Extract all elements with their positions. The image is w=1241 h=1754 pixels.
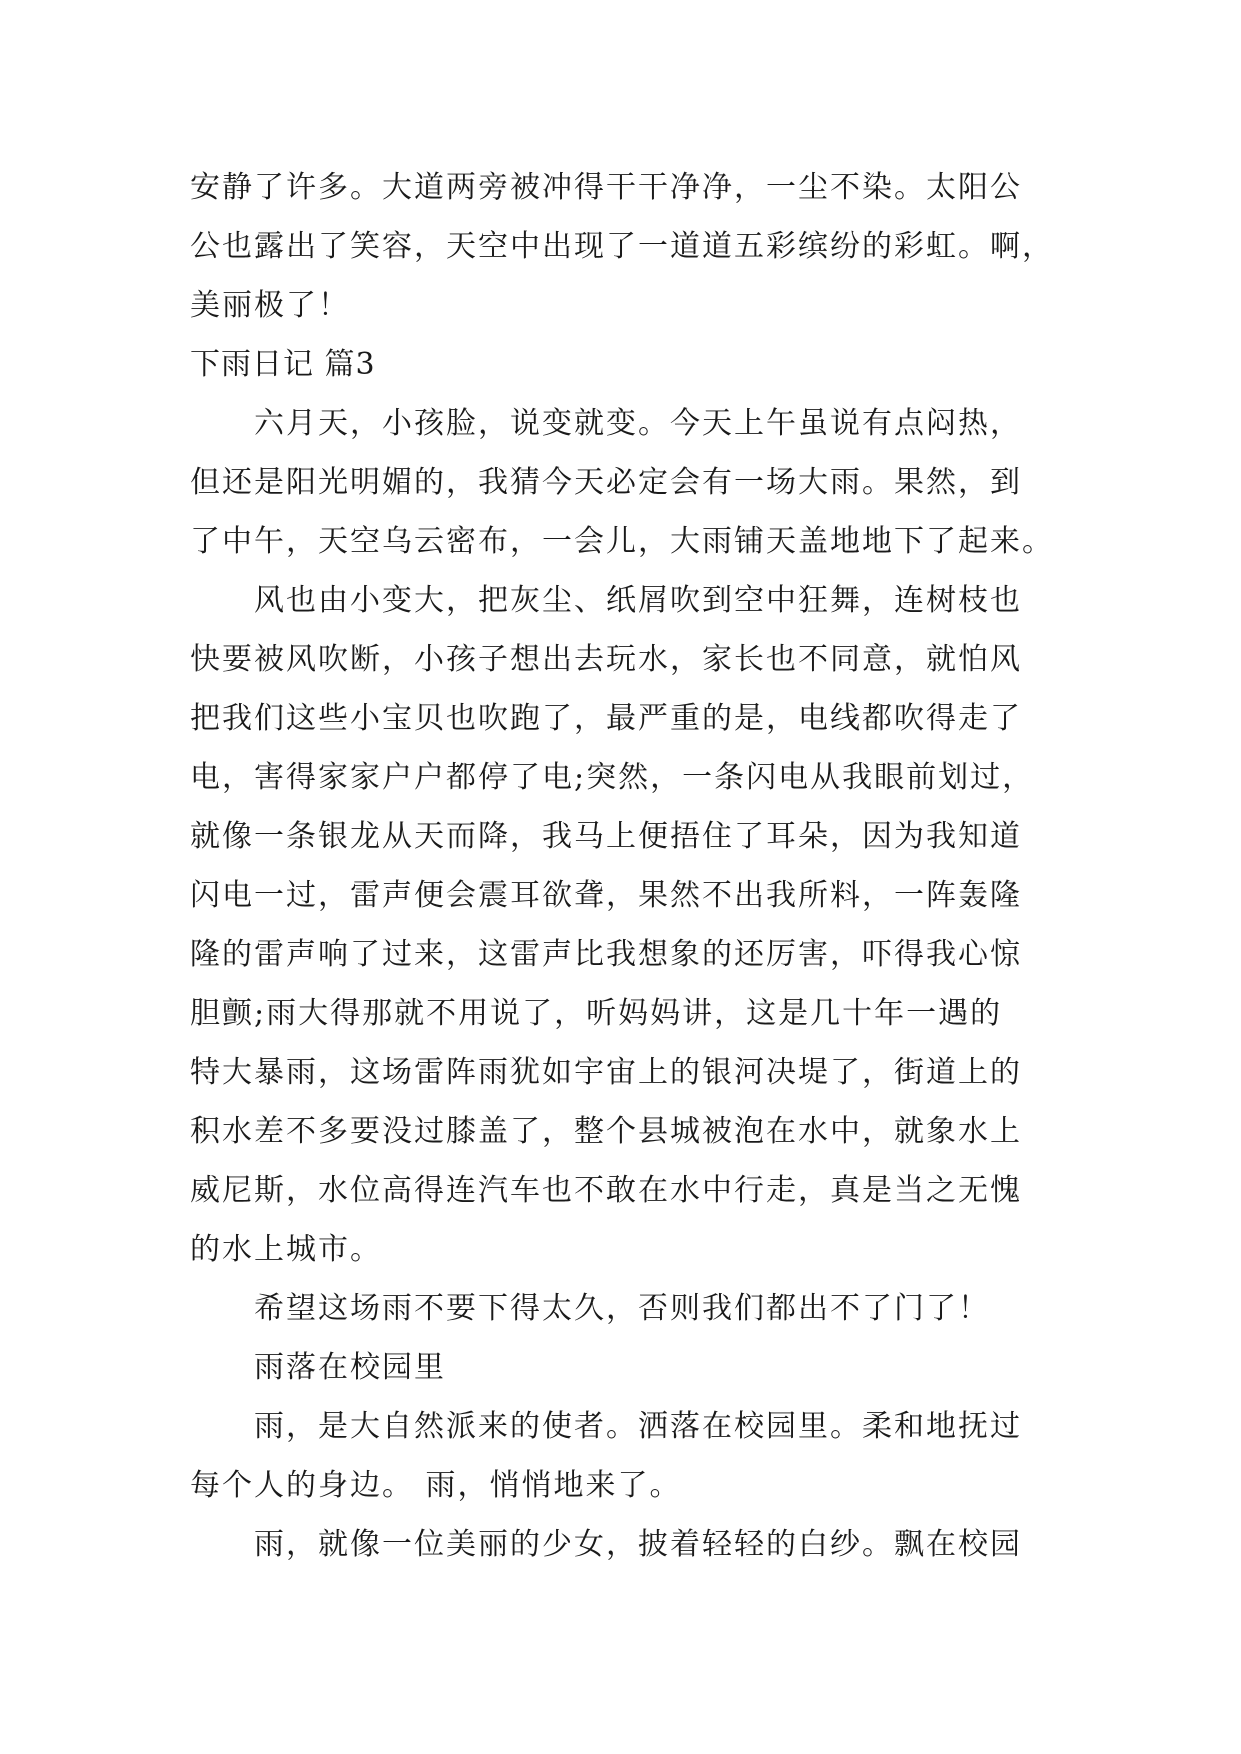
paragraph-first-line: 雨，是大自然派来的使者。洒落在校园里。柔和地抚过 [254, 1409, 1022, 1444]
document-body [190, 158, 1070, 1574]
paragraph-first-line: 雨，就像一位美丽的少女，披着轻轻的白纱。飘在校园 [254, 1527, 1022, 1562]
text-line: 公也露出了笑容，天空中出现了一道道五彩缤纷的彩虹。啊， [190, 229, 1054, 264]
paragraph-first-line: 六月天，小孩脸，说变就变。今天上午虽说有点闷热， [254, 406, 1022, 441]
text-line: 每个人的身边。 雨，悄悄地来了。 [190, 1468, 682, 1503]
text-line: 闪电一过，雷声便会震耳欲聋，果然不出我所料，一阵轰隆 [190, 878, 1022, 913]
document-page [190, 158, 1070, 1574]
text-line: 快要被风吹断，小孩子想出去玩水，家长也不同意，就怕风 [190, 642, 1022, 677]
text-line: 威尼斯，水位高得连汽车也不敢在水中行走，真是当之无愧 [190, 1173, 1022, 1208]
text-line: 胆颤;雨大得那就不用说了，听妈妈讲，这是几十年一遇的 [190, 996, 1003, 1031]
text-line: 了中午，天空乌云密布，一会儿，大雨铺天盖地地下了起来。 [190, 524, 1054, 559]
text-line: 把我们这些小宝贝也吹跑了，最严重的是，电线都吹得走了 [190, 701, 1022, 736]
text-line: 积水差不多要没过膝盖了，整个县城被泡在水中，就象水上 [190, 1114, 1022, 1149]
section-heading: 下雨日记 篇3 [190, 347, 376, 382]
text-line: 隆的雷声响了过来，这雷声比我想象的还厉害，吓得我心惊 [190, 937, 1022, 972]
text-line: 安静了许多。大道两旁被冲得干干净净，一尘不染。太阳公 [190, 170, 1022, 205]
text-line: 电，害得家家户户都停了电;突然，一条闪电从我眼前划过， [190, 760, 1035, 795]
text-line: 美丽极了！ [190, 288, 350, 323]
paragraph-first-line: 风也由小变大，把灰尘、纸屑吹到空中狂舞，连树枝也 [254, 583, 1022, 618]
text-line: 就像一条银龙从天而降，我马上便捂住了耳朵，因为我知道 [190, 819, 1022, 854]
text-line: 的水上城市。 [190, 1232, 382, 1267]
subheading: 雨落在校园里 [254, 1350, 446, 1385]
paragraph-first-line: 希望这场雨不要下得太久，否则我们都出不了门了！ [254, 1291, 990, 1326]
text-line: 但还是阳光明媚的，我猜今天必定会有一场大雨。果然，到 [190, 465, 1022, 500]
text-line: 特大暴雨，这场雷阵雨犹如宇宙上的银河决堤了，街道上的 [190, 1055, 1022, 1090]
